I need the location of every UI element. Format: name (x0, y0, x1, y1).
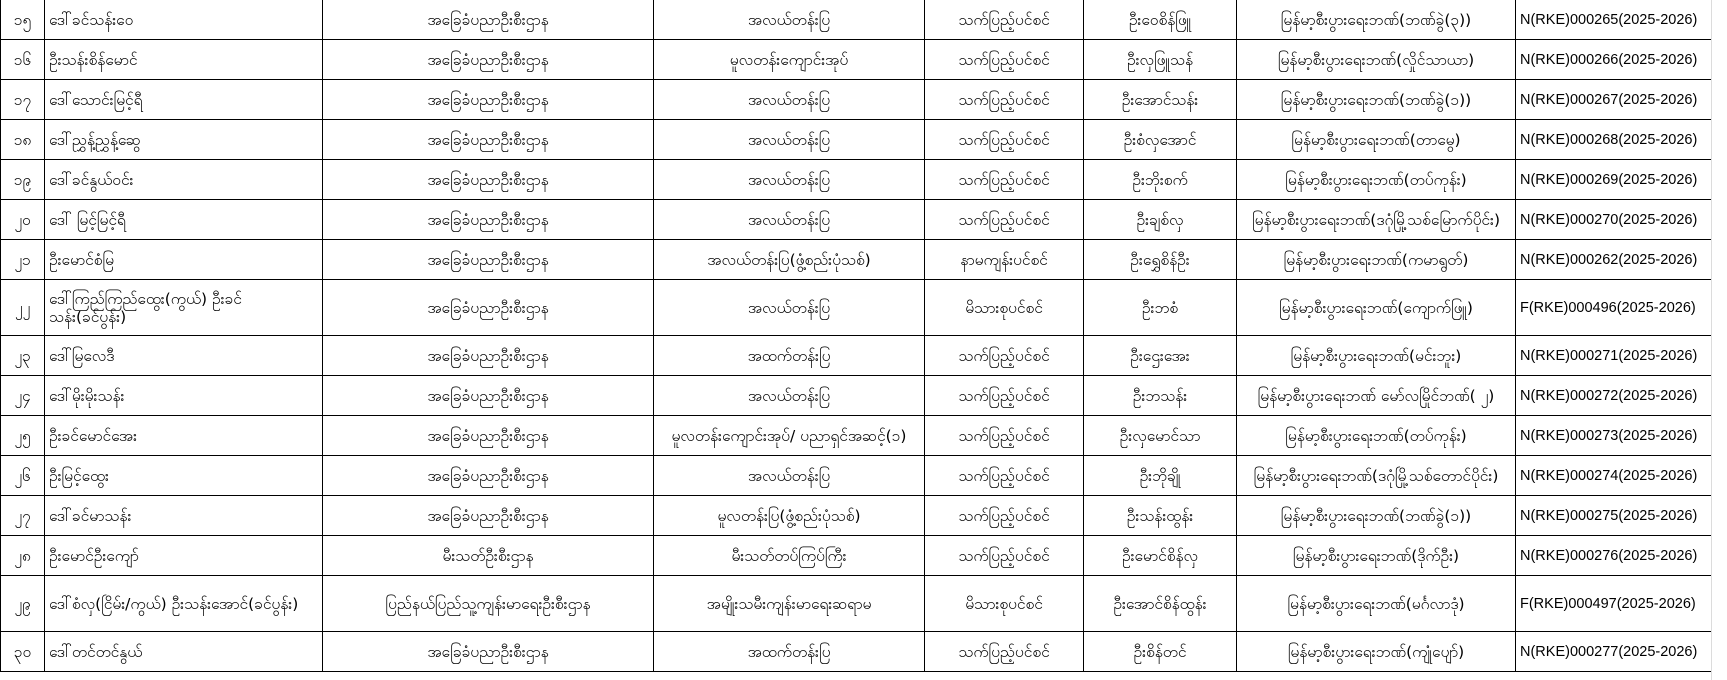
department-cell[interactable]: အခြေခံပညာဦးစီးဌာန (323, 416, 654, 456)
pension-code-cell[interactable]: N(RKE)000267(2025-2026) (1516, 80, 1713, 120)
bank-branch-cell[interactable]: မြန်မာ့စီးပွားရေးဘဏ်(ဒဂုံမြို့သစ်တောင်ပိုင်း) (1237, 456, 1516, 496)
department-cell[interactable]: အခြေခံပညာဦးစီးဌာန (323, 160, 654, 200)
pensioner-name-cell[interactable]: ဒေါ်သောင်းမြင့်ရီ (45, 80, 323, 120)
department-cell[interactable]: အခြေခံပညာဦးစီးဌာန (323, 0, 654, 40)
pension-code-cell[interactable]: N(RKE)000276(2025-2026) (1516, 536, 1713, 576)
pensioner-name-cell[interactable]: ဦးမြင့်ထွေး (45, 456, 323, 496)
position-cell[interactable]: အလယ်တန်းပြ (654, 456, 925, 496)
row-number-cell[interactable]: ၁၉ (1, 160, 45, 200)
father-name-cell[interactable]: ဦးရွှေစိန်ဦး (1084, 240, 1237, 280)
position-cell[interactable]: အလယ်တန်းပြ (654, 200, 925, 240)
row-number-cell[interactable]: ၂၈ (1, 536, 45, 576)
pension-type-cell[interactable]: သက်ပြည့်ပင်စင် (925, 496, 1084, 536)
position-cell[interactable]: အထက်တန်းပြ (654, 632, 925, 672)
row-number-cell[interactable]: ၁၇ (1, 80, 45, 120)
table-body (1, 0, 1713, 672)
table-row (1, 576, 1713, 632)
father-name-cell[interactable]: ဦးဘသန်း (1084, 376, 1237, 416)
table-row (1, 40, 1713, 80)
table-row (1, 160, 1713, 200)
father-name-cell[interactable]: ဦးလှမောင်သာ (1084, 416, 1237, 456)
table-row (1, 200, 1713, 240)
pensioner-name-cell[interactable]: ဦးမောင်စံမြ (45, 240, 323, 280)
father-name-cell[interactable]: ဦးအောင်စိန်ထွန်း (1084, 576, 1237, 632)
row-number-cell[interactable]: ၂၅ (1, 416, 45, 456)
department-cell[interactable]: ပြည်နယ်ပြည်သူ့ကျန်းမာရေးဦးစီးဌာန (323, 576, 654, 632)
father-name-cell[interactable]: ဦးဘိုချို (1084, 456, 1237, 496)
table-row (1, 376, 1713, 416)
row-number-cell[interactable]: ၁၅ (1, 0, 45, 40)
bank-branch-cell[interactable]: မြန်မာ့စီးပွားရေးဘဏ်(ဒဂုံမြို့သစ်မြောက်ပိုင်း) (1237, 200, 1516, 240)
table-row (1, 240, 1713, 280)
position-cell[interactable]: အလယ်တန်းပြ (654, 120, 925, 160)
pension-type-cell[interactable]: သက်ပြည့်ပင်စင် (925, 120, 1084, 160)
pension-type-cell[interactable]: သက်ပြည့်ပင်စင် (925, 632, 1084, 672)
table-row (1, 536, 1713, 576)
pension-code-cell[interactable]: N(RKE)000270(2025-2026) (1516, 200, 1713, 240)
father-name-cell[interactable]: ဦးလှဖြူသန် (1084, 40, 1237, 80)
father-name-cell[interactable]: ဦးဝေစိန်ဖြူ (1084, 0, 1237, 40)
bank-branch-cell[interactable]: မြန်မာ့စီးပွားရေးဘဏ်(တပ်ကုန်း) (1237, 416, 1516, 456)
bank-branch-cell[interactable]: မြန်မာ့စီးပွားရေးဘဏ်(မင်္ဂလာဒုံ) (1237, 576, 1516, 632)
father-name-cell[interactable]: ဦးအောင်သန်း (1084, 80, 1237, 120)
pension-type-cell[interactable]: သက်ပြည့်ပင်စင် (925, 200, 1084, 240)
pension-type-cell[interactable]: နာမကျန်းပင်စင် (925, 240, 1084, 280)
pension-type-cell[interactable]: သက်ပြည့်ပင်စင် (925, 376, 1084, 416)
pension-code-cell[interactable]: N(RKE)000277(2025-2026) (1516, 632, 1713, 672)
pension-type-cell[interactable]: သက်ပြည့်ပင်စင် (925, 336, 1084, 376)
row-number-cell[interactable]: ၃၀ (1, 632, 45, 672)
position-cell[interactable]: အမျိုးသမီးကျန်းမာရေးဆရာမ (654, 576, 925, 632)
pension-type-cell[interactable]: သက်ပြည့်ပင်စင် (925, 456, 1084, 496)
bank-branch-cell[interactable]: မြန်မာ့စီးပွားရေးဘဏ်(တာမွေ) (1237, 120, 1516, 160)
position-cell[interactable]: မူလတန်းကျောင်းအုပ် (654, 40, 925, 80)
table-row (1, 120, 1713, 160)
department-cell[interactable]: အခြေခံပညာဦးစီးဌာန (323, 632, 654, 672)
pensioner-name-cell[interactable]: ဒေါ်စံလှ(ငြိမ်း/ကွယ်) ဦးသန်းအောင်(ခင်ပွန်း) (45, 576, 323, 632)
position-cell[interactable]: အလယ်တန်းပြ(ဖွံ့စည်းပုံသစ်) (654, 240, 925, 280)
row-number-cell[interactable]: ၂၆ (1, 456, 45, 496)
department-cell[interactable]: အခြေခံပညာဦးစီးဌာန (323, 280, 654, 336)
pensioner-name-cell[interactable]: ဒေါ်ကြည်ကြည်ထွေး(ကွယ်) ဦးခင်သန်း(ခင်ပွန်း) (45, 280, 323, 336)
pension-type-cell[interactable]: သက်ပြည့်ပင်စင် (925, 416, 1084, 456)
pension-type-cell[interactable]: မိသားစုပင်စင် (925, 280, 1084, 336)
row-number-cell[interactable]: ၁၈ (1, 120, 45, 160)
pensioner-name-cell[interactable]: ဦးခင်မောင်အေး (45, 416, 323, 456)
department-cell[interactable]: မီးသတ်ဦးစီးဌာန (323, 536, 654, 576)
pensioner-name-cell[interactable]: ဦးသန်းစိန်မောင် (45, 40, 323, 80)
bank-branch-cell[interactable]: မြန်မာ့စီးပွားရေးဘဏ်(မင်းဘူး) (1237, 336, 1516, 376)
row-number-cell[interactable]: ၂၄ (1, 376, 45, 416)
position-cell[interactable]: မူလတန်းကျောင်းအုပ်/ ပညာရှင်အဆင့်(၁) (654, 416, 925, 456)
row-number-cell[interactable]: ၂၂ (1, 280, 45, 336)
father-name-cell[interactable]: ဦးစိန်တင် (1084, 632, 1237, 672)
table-row (1, 416, 1713, 456)
position-cell[interactable]: အထက်တန်းပြ (654, 336, 925, 376)
department-cell[interactable]: အခြေခံပညာဦးစီးဌာန (323, 80, 654, 120)
pension-type-cell[interactable]: သက်ပြည့်ပင်စင် (925, 536, 1084, 576)
department-cell[interactable]: အခြေခံပညာဦးစီးဌာန (323, 336, 654, 376)
pensioner-name-cell[interactable]: ဒေါ်ခင်သန်းဝေ (45, 0, 323, 40)
position-cell[interactable]: အလယ်တန်းပြ (654, 376, 925, 416)
pensioner-name-cell[interactable]: ဒေါ်မြလေဒီ (45, 336, 323, 376)
row-number-cell[interactable]: ၂၇ (1, 496, 45, 536)
row-number-cell[interactable]: ၂၃ (1, 336, 45, 376)
pension-code-cell[interactable]: N(RKE)000262(2025-2026) (1516, 240, 1713, 280)
department-cell[interactable]: အခြေခံပညာဦးစီးဌာန (323, 240, 654, 280)
pensioner-name-cell[interactable]: ဒေါ်ခင်မာသန်း (45, 496, 323, 536)
position-cell[interactable]: အလယ်တန်းပြ (654, 280, 925, 336)
table-row (1, 496, 1713, 536)
father-name-cell[interactable]: ဦးချစ်လှ (1084, 200, 1237, 240)
pensioner-name-cell[interactable]: ဒေါ်တင်တင်နွယ် (45, 632, 323, 672)
pension-code-cell[interactable]: N(RKE)000266(2025-2026) (1516, 40, 1713, 80)
table-row (1, 0, 1713, 40)
pensioner-name-cell[interactable]: ဦးမောင်ဦးကျော် (45, 536, 323, 576)
department-cell[interactable]: အခြေခံပညာဦးစီးဌာန (323, 200, 654, 240)
bank-branch-cell[interactable]: မြန်မာ့စီးပွားရေးဘဏ်(ကမာရွတ်) (1237, 240, 1516, 280)
pension-code-cell[interactable]: N(RKE)000272(2025-2026) (1516, 376, 1713, 416)
pension-code-cell[interactable]: N(RKE)000273(2025-2026) (1516, 416, 1713, 456)
row-number-cell[interactable]: ၂၉ (1, 576, 45, 632)
vertical-scrollbar[interactable] (1711, 0, 1727, 680)
table-row (1, 336, 1713, 376)
position-cell[interactable]: အလယ်တန်းပြ (654, 160, 925, 200)
bank-branch-cell[interactable]: မြန်မာ့စီးပွားရေးဘဏ်(တပ်ကုန်း) (1237, 160, 1516, 200)
position-cell[interactable]: မူလတန်းပြ(ဖွံ့စည်းပုံသစ်) (654, 496, 925, 536)
position-cell[interactable]: မီးသတ်တပ်ကြပ်ကြီး (654, 536, 925, 576)
pension-code-cell[interactable]: N(RKE)000274(2025-2026) (1516, 456, 1713, 496)
pensioner-name-cell[interactable]: ဒေါ်မိုးမိုးသန်း (45, 376, 323, 416)
pension-type-cell[interactable]: သက်ပြည့်ပင်စင် (925, 80, 1084, 120)
pensioner-name-cell[interactable]: ဒေါ်ညွှန့်ညွှန့်ဆွေ (45, 120, 323, 160)
father-name-cell[interactable]: ဦးဌေးအေး (1084, 336, 1237, 376)
position-cell[interactable]: အလယ်တန်းပြ (654, 80, 925, 120)
pension-code-cell[interactable]: N(RKE)000265(2025-2026) (1516, 0, 1713, 40)
bank-branch-cell[interactable]: မြန်မာ့စီးပွားရေးဘဏ်(ဒိုက်ဦး) (1237, 536, 1516, 576)
pensioner-name-cell[interactable]: ဒေါ် မြင့်မြင့်ရီ (45, 200, 323, 240)
table-row (1, 456, 1713, 496)
bank-branch-cell[interactable]: မြန်မာ့စီးပွားရေးဘဏ်(ဘဏ်ခွဲ(၃)) (1237, 0, 1516, 40)
department-cell[interactable]: အခြေခံပညာဦးစီးဌာန (323, 376, 654, 416)
row-number-cell[interactable]: ၁၆ (1, 40, 45, 80)
father-name-cell[interactable]: ဦးမောင်စိန်လှ (1084, 536, 1237, 576)
table-row (1, 80, 1713, 120)
pension-type-cell[interactable]: သက်ပြည့်ပင်စင် (925, 0, 1084, 40)
department-cell[interactable]: အခြေခံပညာဦးစီးဌာန (323, 120, 654, 160)
pension-code-cell[interactable]: N(RKE)000268(2025-2026) (1516, 120, 1713, 160)
pension-code-cell[interactable]: N(RKE)000271(2025-2026) (1516, 336, 1713, 376)
bank-branch-cell[interactable]: မြန်မာ့စီးပွားရေးဘဏ် မော်လမြိုင်ဘဏ်( ၂) (1237, 376, 1516, 416)
pension-type-cell[interactable]: သက်ပြည့်ပင်စင် (925, 160, 1084, 200)
pension-code-cell[interactable]: F(RKE)000496(2025-2026) (1516, 280, 1713, 336)
department-cell[interactable]: အခြေခံပညာဦးစီးဌာန (323, 40, 654, 80)
bank-branch-cell[interactable]: မြန်မာ့စီးပွားရေးဘဏ်(ဘဏ်ခွဲ(၁)) (1237, 80, 1516, 120)
pension-type-cell[interactable]: မိသားစုပင်စင် (925, 576, 1084, 632)
bank-branch-cell[interactable]: မြန်မာ့စီးပွားရေးဘဏ်(ကျောက်ဖြူ) (1237, 280, 1516, 336)
father-name-cell[interactable]: ဦးစံလှအောင် (1084, 120, 1237, 160)
department-cell[interactable]: အခြေခံပညာဦးစီးဌာန (323, 496, 654, 536)
pension-code-cell[interactable]: F(RKE)000497(2025-2026) (1516, 576, 1713, 632)
pension-type-cell[interactable]: သက်ပြည့်ပင်စင် (925, 40, 1084, 80)
pensioner-name-cell[interactable]: ဒေါ်ခင်နွယ်ဝင်း (45, 160, 323, 200)
table-row (1, 280, 1713, 336)
table-row (1, 632, 1713, 672)
department-cell[interactable]: အခြေခံပညာဦးစီးဌာန (323, 456, 654, 496)
father-name-cell[interactable]: ဦးသန်းထွန်း (1084, 496, 1237, 536)
row-number-cell[interactable]: ၂၁ (1, 240, 45, 280)
bank-branch-cell[interactable]: မြန်မာ့စီးပွားရေးဘဏ်(ဘဏ်ခွဲ(၁)) (1237, 496, 1516, 536)
father-name-cell[interactable]: ဦးဘိုးစက် (1084, 160, 1237, 200)
pension-code-cell[interactable]: N(RKE)000269(2025-2026) (1516, 160, 1713, 200)
pension-code-cell[interactable]: N(RKE)000275(2025-2026) (1516, 496, 1713, 536)
bank-branch-cell[interactable]: မြန်မာ့စီးပွားရေးဘဏ်(ကျုံပျော်) (1237, 632, 1516, 672)
bank-branch-cell[interactable]: မြန်မာ့စီးပွားရေးဘဏ်(လှိုင်သာယာ) (1237, 40, 1516, 80)
father-name-cell[interactable]: ဦးဘစံ (1084, 280, 1237, 336)
position-cell[interactable]: အလယ်တန်းပြ (654, 0, 925, 40)
row-number-cell[interactable]: ၂၀ (1, 200, 45, 240)
